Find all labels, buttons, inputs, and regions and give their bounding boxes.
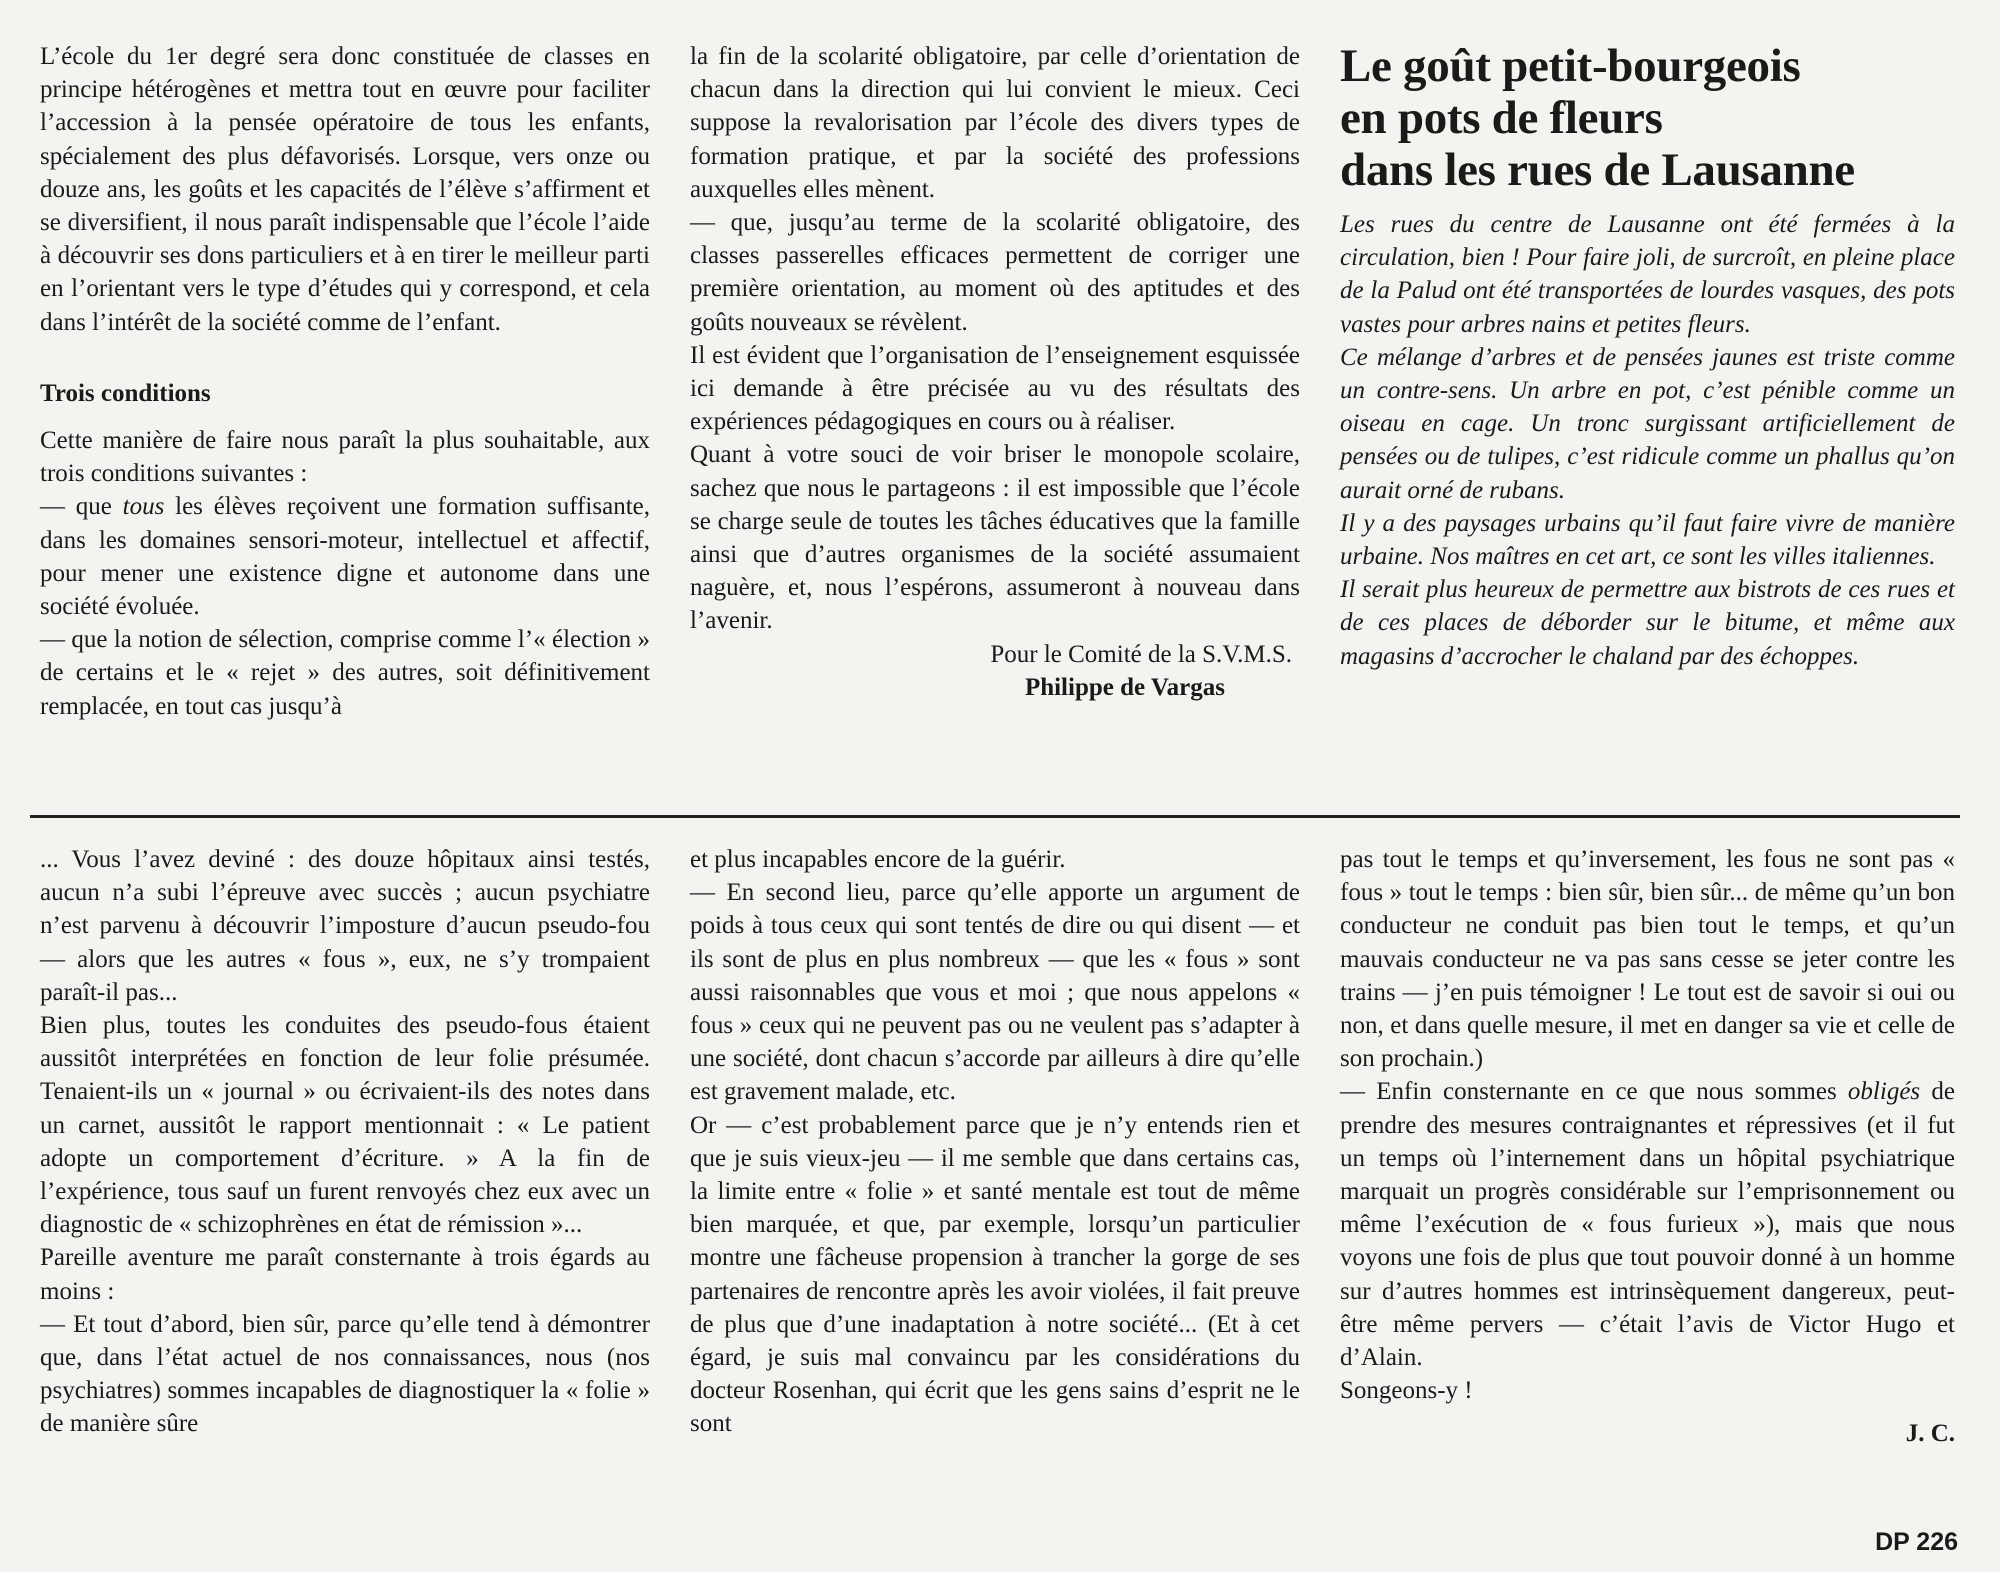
- bottom-column-2: [690, 843, 1300, 1441]
- horizontal-divider: [30, 815, 1960, 818]
- signature-name: Philippe de Vargas: [1024, 673, 1225, 701]
- paragraph: L’école du 1er degré sera donc constituée de classes en principe hétérogènes et mettra tout en œuvre pour faciliter l’accession à la pensée opératoire de tous les enfants, spécialement des plus défavorisés. Lorsque, vers onze ou douze ans, les goûts et les capacités de l’élève s’affirment et se diversifient, il nous paraît indispensable que l’école l’aide à découvrir ses dons particuliers et à en tirer le meilleur parti en l’orientant vers le type d’études qui y correspond, et cela dans l’intérêt de la société comme de l’enfant.: [40, 43, 650, 336]
- paragraph: — que la notion de sélection, comprise comme l’« élection » de certains et le « rejet » des autres, soit définitivement remplacée, en tout cas jusqu’à: [40, 626, 650, 720]
- paragraph: — En second lieu, parce qu’elle apporte un argument de poids à tous ceux qui sont tentés de dire ou qui disent — et ils sont de plus en plus nombreux — que les « fous » sont aussi raisonnables que vous et moi ; que nous appelons « fous » ceux qui ne peuvent pas ou ne veulent pas s’adapter à une société, dont chacun s’accorde par ailleurs à dire qu’elle est gravement malade, etc.: [690, 879, 1300, 1106]
- bottom-column-3: [1340, 843, 1955, 1451]
- top-column-3: [1340, 40, 1955, 673]
- author-initials: J. C.: [1905, 1420, 1955, 1448]
- paragraph: Les rues du centre de Lausanne ont été fermées à la circulation, bien ! Pour faire joli, de surcroît, en pleine place de la Palud ont été transportées de lourdes vasques, des pots vastes pour arbres nains et petites fleurs.: [1340, 211, 1955, 338]
- paragraph: Cette manière de faire nous paraît la plus souhaitable, aux trois conditions suivantes :: [40, 427, 650, 488]
- signature-line: Pour le Comité de la S.V.M.S.: [990, 640, 1292, 668]
- bottom-column-1: [40, 843, 650, 1441]
- paragraph: — que, jusqu’au terme de la scolarité obligatoire, des classes passerelles efficaces permettent de corriger une première orientation, au moment où des aptitudes et des goûts nouveaux se révèlent.: [690, 209, 1300, 336]
- paragraph: Bien plus, toutes les conduites des pseudo-fous étaient aussitôt interprétées en fonction de leur folie présumée. Tenaient-ils un « journal » ou écrivaient-ils des notes dans un carnet, aussitôt le rapport mentionnait : « Le patient adopte un comportement d’écriture. » A la fin de l’expérience, tous sauf un furent renvoyés chez eux avec un diagnostic de « schizophrènes en état de rémission »...: [40, 1012, 650, 1239]
- emphasis: tous: [122, 493, 165, 521]
- paragraph: Pareille aventure me paraît consternante à trois égards au moins :: [40, 1244, 650, 1305]
- paragraph: — Enfin consternante en ce que nous sommes obligés de prendre des mesures contraignantes et répressives (et il fut un temps où l’internement dans un hôpital psychiatrique marquait un progrès considérable sur l’emprisonnement ou même l’exécution de « fous furieux »), mais que nous voyons une fois de plus que tout pouvoir donné à un homme sur d’autres hommes est intrinsèquement dangereux, peut-être même pervers — c’était l’avis de Victor Hugo et d’Alain.: [1340, 1078, 1955, 1372]
- emphasis: obligés: [1847, 1078, 1921, 1106]
- paragraph: pas tout le temps et qu’inversement, les fous ne sont pas « fous » tout le temps : bien sûr, bien sûr... de même qu’un bon conducteur ne conduit pas bien tout le temps, et qu’un mauvais conducteur ne va pas sans cesse se jeter contre les trains — j’en puis témoigner ! Le tout est de savoir si oui ou non, et dans quelle mesure, il met en danger sa vie et celle de son prochain.): [1340, 846, 1955, 1073]
- top-column-2: [690, 40, 1300, 704]
- paragraph: Songeons-y !: [1340, 1377, 1473, 1405]
- paragraph: Or — c’est probablement parce que je n’y entends rien et que je suis vieux-jeu — il me semble que dans certains cas, la limite entre « folie » et santé mentale est tout de même bien marquée, et que, par exemple, lorsqu’un particulier montre une fâcheuse propension à trancher la gorge de ses partenaires de rencontre après les avoir violées, il fait preuve de plus que d’une inadaptation à notre société... (Et à cet égard, je suis mal convaincu par les considérations du docteur Rosenhan, qui écrit que les gens sains d’esprit ne le sont: [690, 1111, 1300, 1438]
- page-folio: DP 226: [1875, 1528, 1958, 1556]
- paragraph: Ce mélange d’arbres et de pensées jaunes est triste comme un contre-sens. Un arbre en pot, c’est pénible comme un oiseau en cage. Un tronc surgissant artificiellement de pensées ou de tulipes, c’est ridicule comme un phallus qu’on aurait orné de rubans.: [1340, 343, 1955, 504]
- paragraph: Il y a des paysages urbains qu’il faut faire vivre de manière urbaine. Nos maîtres en cet art, ce sont les villes italiennes.: [1340, 509, 1955, 571]
- section-subheading: Trois conditions: [40, 379, 211, 407]
- article-headline: Le goût petit-bourgeois en pots de fleurs dans les rues de Lausanne: [1340, 40, 1855, 196]
- paragraph: ... Vous l’avez deviné : des douze hôpitaux ainsi testés, aucun n’a subi l’épreuve avec succès ; aucun psychiatre n’est parvenu à découvrir l’imposture d’aucun pseudo-fou — alors que les autres « fous », eux, ne s’y trompaient paraît-il pas...: [40, 846, 650, 1006]
- top-column-1: [40, 40, 650, 723]
- paragraph: — que tous les élèves reçoivent une formation suffisante, dans les domaines sensori-moteur, intellectuel et affectif, pour mener une existence digne et autonome dans une société évoluée.: [40, 493, 650, 621]
- paragraph: et plus incapables encore de la guérir.: [690, 846, 1066, 873]
- paragraph: — Et tout d’abord, bien sûr, parce qu’elle tend à démontrer que, dans l’état actuel de nos connaissances, nous (nos psychiatres) sommes incapables de diagnostiquer la « folie » de manière sûre: [40, 1310, 650, 1438]
- paragraph: la fin de la scolarité obligatoire, par celle d’orientation de chacun dans la direction qui lui convient le mieux. Ceci suppose la revalorisation par l’école des divers types de formation pratique, et par la société des professions auxquelles elles mènent.: [690, 43, 1300, 203]
- paragraph: Quant à votre souci de voir briser le monopole scolaire, sachez que nous le partageons : il est impossible que l’école se charge seule de toutes les tâches éducatives que la famille ainsi que d’autres organismes de la société assumaient naguère, et, nous l’espérons, assumeront à nouveau dans l’avenir.: [690, 441, 1300, 635]
- paragraph: Il est évident que l’organisation de l’enseignement esquissée ici demande à être précisée au vu des résultats des expériences pédagogiques en cours ou à réaliser.: [690, 341, 1300, 436]
- paragraph: Il serait plus heureux de permettre aux bistrots de ces rues et de ces places de déborder sur le bitume, et même aux magasins d’accrocher le chaland par des échoppes.: [1340, 576, 1955, 670]
